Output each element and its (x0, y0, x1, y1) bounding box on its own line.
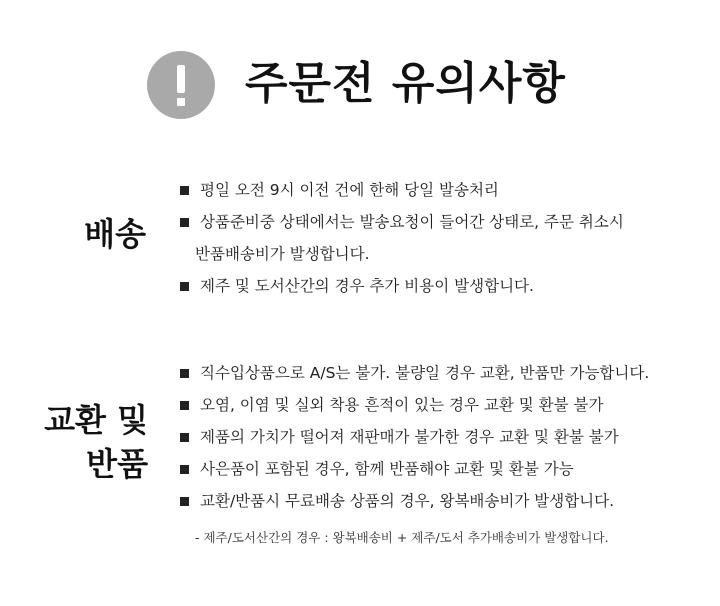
shipping-list (180, 174, 624, 302)
list-item (180, 453, 649, 485)
exchange-label-line2: 반품 (86, 445, 148, 483)
list-item-text: 상품준비중 상태에서는 발송요청이 들어간 상태로, 주문 취소시 (200, 213, 624, 231)
list-item (180, 485, 649, 517)
list-item (180, 206, 624, 270)
exclamation-dot (177, 98, 185, 106)
square-bullet-icon (180, 218, 189, 227)
shipping-fee-note: - 제주/도서산간의 경우 : 왕복배송비 + 제주/도서 추가배송비가 발생합니다. (195, 530, 609, 545)
list-item (180, 389, 649, 421)
exclamation-bar (177, 65, 185, 93)
square-bullet-icon (180, 186, 189, 195)
list-item-text: 제품의 가치가 떨어져 재판매가 불가한 경우 교환 및 환불 불가 (200, 428, 619, 446)
exchange-list (180, 357, 649, 517)
list-item (180, 174, 624, 206)
list-item-text: 사은품이 포함된 경우, 함께 반품해야 교환 및 환불 가능 (200, 460, 574, 478)
list-item-text: 제주 및 도서산간의 경우 추가 비용이 발생합니다. (200, 277, 534, 295)
shipping-section-label: 배송 (84, 215, 146, 253)
list-item-text: 오염, 이염 및 실외 착용 흔적이 있는 경우 교환 및 환불 불가 (200, 396, 604, 414)
exchange-label-line1: 교환 및 (44, 401, 148, 439)
square-bullet-icon (180, 369, 189, 378)
list-item-text: 평일 오전 9시 이전 건에 한해 당일 발송처리 (200, 181, 499, 199)
exclamation-circle-icon (147, 51, 215, 119)
list-item-text-continued: 반품배송비가 발생합니다. (195, 245, 370, 263)
header (0, 50, 720, 120)
list-item (180, 357, 649, 389)
square-bullet-icon (180, 282, 189, 291)
list-item-text: 교환/반품시 무료배송 상품의 경우, 왕복배송비가 발생합니다. (200, 492, 615, 510)
list-item (180, 270, 624, 302)
square-bullet-icon (180, 497, 189, 506)
list-item-text: 직수입상품으로 A/S는 불가. 불량일 경우 교환, 반품만 가능합니다. (200, 364, 650, 382)
square-bullet-icon (180, 401, 189, 410)
exchange-section-label (44, 398, 148, 486)
list-item (180, 421, 649, 453)
square-bullet-icon (180, 465, 189, 474)
page-title: 주문전 유의사항 (245, 58, 566, 109)
square-bullet-icon (180, 433, 189, 442)
